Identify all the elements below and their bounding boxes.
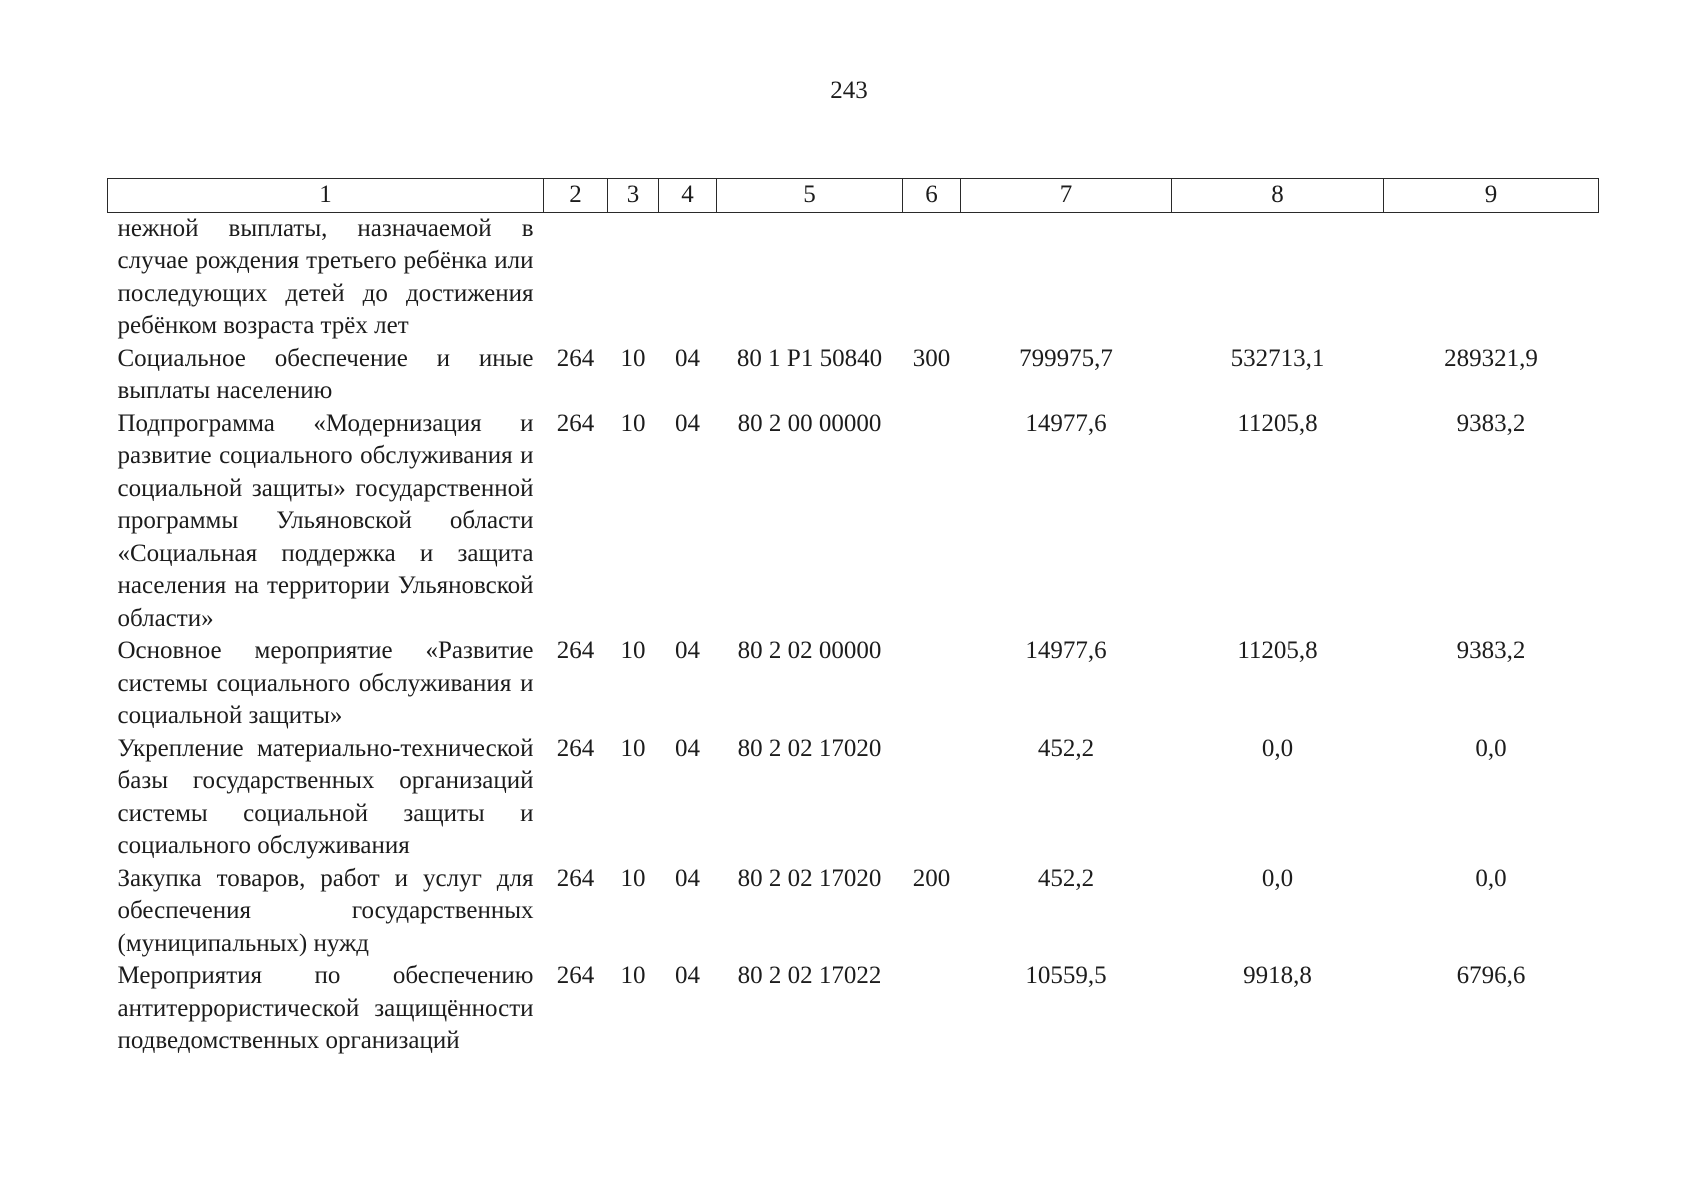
- row-description: Закупка товаров, работ и услуг для обеспечения государственных (муниципальных) нужд: [117, 864, 534, 957]
- row-subsection-code: 04: [675, 637, 700, 664]
- row-amount-col8: 11205,8: [1237, 637, 1318, 664]
- row-amount-col7: 10559,5: [1025, 962, 1107, 989]
- row-description: Основное мероприятие «Развитие системы социального обслуживания и социальной защиты»: [117, 637, 534, 729]
- row-target-article: 80 2 02 00000: [737, 637, 882, 664]
- row-subsection-code: [659, 212, 717, 343]
- table-row: [108, 212, 1599, 343]
- row-section-code: 10: [620, 962, 646, 989]
- row-amount-col9: 0,0: [1475, 734, 1507, 762]
- row-amount-col9: [1384, 212, 1599, 343]
- row-ministry-code: 264: [556, 409, 595, 437]
- row-subsection-code: 04: [675, 409, 700, 437]
- row-ministry-code: 264: [556, 962, 595, 989]
- column-header-4: 4: [659, 179, 717, 213]
- row-amount-col9: 6796,6: [1456, 962, 1526, 989]
- row-ministry-code: 264: [556, 864, 595, 892]
- row-expense-type: 300: [912, 344, 951, 372]
- row-expense-type: [903, 635, 961, 733]
- row-ministry-code: 264: [556, 734, 595, 762]
- row-amount-col9: 9383,2: [1456, 409, 1526, 437]
- row-amount-col8: 532713,1: [1230, 344, 1325, 372]
- table-row: [108, 733, 1599, 863]
- column-header-7: 7: [961, 179, 1172, 213]
- row-section-code: [608, 212, 659, 343]
- row-amount-col8: 0,0: [1261, 734, 1294, 762]
- column-header-8: 8: [1172, 179, 1384, 213]
- row-description: Укрепление материально-технической базы государственных организаций системы социальной защиты и социального обслуживания: [117, 734, 534, 859]
- row-ministry-code: 264: [556, 637, 595, 664]
- row-section-code: 10: [620, 864, 646, 892]
- row-subsection-code: 04: [675, 344, 700, 372]
- row-target-article: 80 2 02 17020: [737, 864, 882, 892]
- row-section-code: 10: [620, 734, 646, 762]
- row-section-code: 10: [620, 409, 646, 437]
- column-header-3: 3: [608, 179, 659, 213]
- page-number: 243: [830, 77, 868, 104]
- row-subsection-code: 04: [675, 864, 700, 892]
- row-description: Подпрограмма «Модернизация и развитие социального обслуживания и социальной защиты» государственной программы Ульяновской области «Социальная поддержка и защита населения на территории Ульяновской области»: [117, 409, 534, 632]
- row-amount-col7: 452,2: [1037, 864, 1095, 892]
- table-row: [108, 960, 1599, 1058]
- budget-table: [107, 178, 1599, 1058]
- column-header-2: 2: [544, 179, 608, 213]
- row-amount-col8: [1172, 212, 1384, 343]
- row-expense-type: [903, 733, 961, 863]
- table-row: [108, 343, 1599, 408]
- row-amount-col8: 11205,8: [1237, 409, 1318, 437]
- row-description: нежной выплаты, назначаемой в случае рождения третьего ребёнка или последующих детей до достижения ребёнком возраста трёх лет: [117, 214, 534, 339]
- row-target-article: 80 2 00 00000: [737, 409, 882, 437]
- column-header-9: 9: [1384, 179, 1599, 213]
- row-amount-col8: 0,0: [1261, 864, 1294, 892]
- row-section-code: 10: [620, 637, 646, 664]
- row-amount-col7: 14977,6: [1025, 637, 1107, 664]
- row-expense-type: [903, 960, 961, 1058]
- row-amount-col7: 799975,7: [1019, 344, 1113, 372]
- row-target-article: 80 2 02 17022: [737, 962, 882, 989]
- row-subsection-code: 04: [675, 962, 700, 989]
- table-header-row: [108, 179, 1599, 213]
- row-ministry-code: 264: [556, 344, 595, 372]
- row-amount-col8: 9918,8: [1243, 962, 1312, 989]
- row-expense-type: [903, 212, 961, 343]
- row-amount-col9: 0,0: [1475, 864, 1507, 892]
- row-target-article: 80 2 02 17020: [737, 734, 882, 762]
- row-expense-type: [903, 408, 961, 636]
- row-ministry-code: [544, 212, 608, 343]
- row-target-article: [717, 212, 903, 343]
- row-target-article: 80 1 P1 50840: [736, 344, 883, 372]
- table-row: [108, 635, 1599, 733]
- row-subsection-code: 04: [675, 734, 700, 762]
- column-header-6: 6: [903, 179, 961, 213]
- column-header-1: 1: [108, 179, 544, 213]
- row-amount-col9: 9383,2: [1456, 637, 1526, 664]
- table-row: [108, 408, 1599, 636]
- row-amount-col7: 452,2: [1037, 734, 1095, 762]
- row-description: Мероприятия по обеспечению антитеррористической защищённости подведомственных организаций: [117, 962, 534, 1054]
- row-expense-type: 200: [912, 864, 951, 892]
- row-description: Социальное обеспечение и иные выплаты населению: [117, 344, 534, 404]
- row-amount-col9: 289321,9: [1444, 344, 1538, 372]
- row-amount-col7: 14977,6: [1025, 409, 1107, 437]
- column-header-5: 5: [717, 179, 903, 213]
- table-row: [108, 863, 1599, 961]
- row-amount-col7: [961, 212, 1172, 343]
- row-section-code: 10: [620, 344, 646, 372]
